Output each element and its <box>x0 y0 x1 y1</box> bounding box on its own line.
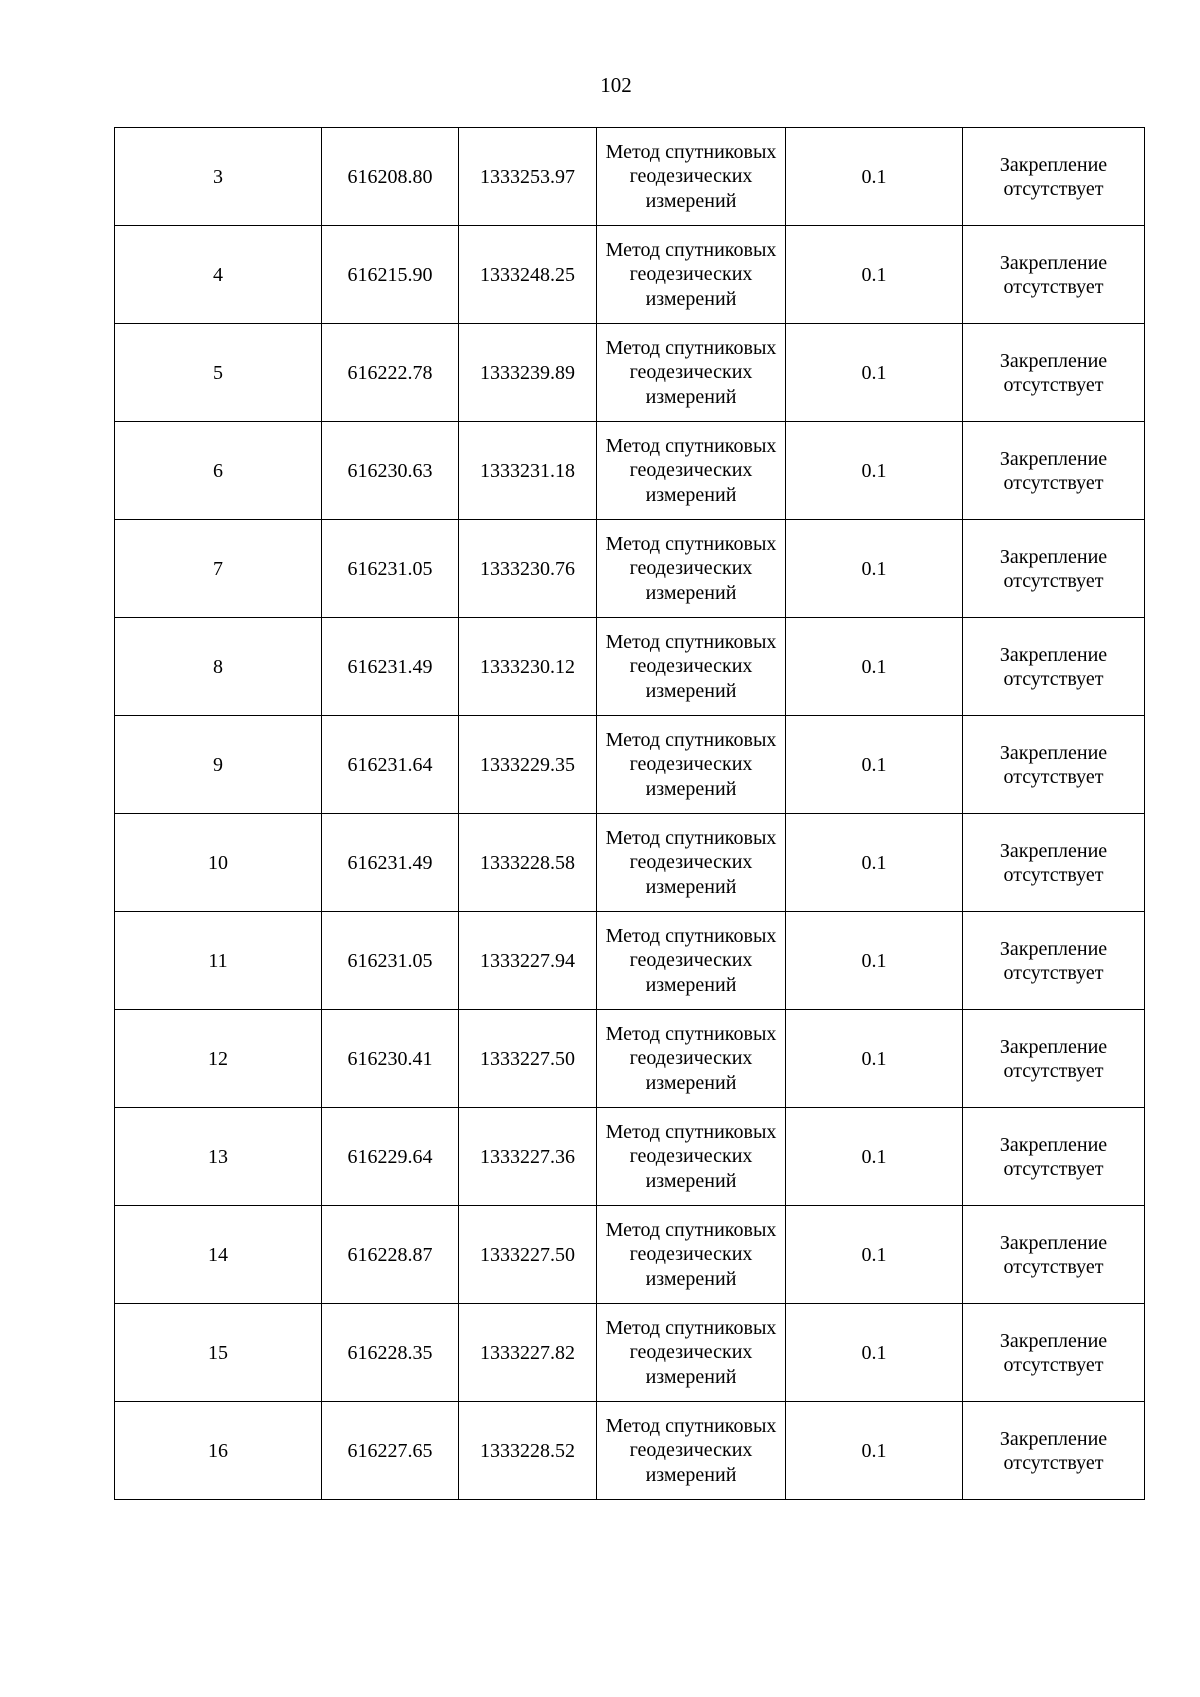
x-coordinate-cell: 616231.05 <box>322 912 459 1010</box>
table-row <box>115 324 1145 422</box>
table-row <box>115 226 1145 324</box>
fixing-cell <box>963 128 1145 226</box>
point-number-cell: 6 <box>115 422 322 520</box>
fixing-cell <box>963 324 1145 422</box>
accuracy-cell: 0.1 <box>786 912 963 1010</box>
point-number-cell: 12 <box>115 1010 322 1108</box>
fixing-cell <box>963 814 1145 912</box>
fixing-text: Закрепление отсутствует <box>999 741 1108 788</box>
method-cell <box>597 1304 786 1402</box>
fixing-cell <box>963 1010 1145 1108</box>
accuracy-cell: 0.1 <box>786 128 963 226</box>
accuracy-cell: 0.1 <box>786 814 963 912</box>
fixing-text: Закрепление отсутствует <box>999 1035 1108 1082</box>
y-coordinate-cell: 1333227.36 <box>459 1108 597 1206</box>
method-cell <box>597 1010 786 1108</box>
table-row <box>115 716 1145 814</box>
method-cell <box>597 1402 786 1500</box>
point-number-cell: 10 <box>115 814 322 912</box>
table-row <box>115 912 1145 1010</box>
method-cell <box>597 618 786 716</box>
accuracy-cell: 0.1 <box>786 226 963 324</box>
y-coordinate-cell: 1333229.35 <box>459 716 597 814</box>
y-coordinate-cell: 1333227.94 <box>459 912 597 1010</box>
y-coordinate-cell: 1333230.76 <box>459 520 597 618</box>
method-text: Метод спутниковых геодезических измерений <box>605 140 777 212</box>
page-number: 102 <box>600 73 632 97</box>
point-number-cell: 7 <box>115 520 322 618</box>
method-text: Метод спутниковых геодезических измерений <box>605 924 777 996</box>
fixing-cell <box>963 1304 1145 1402</box>
point-number-cell: 11 <box>115 912 322 1010</box>
point-number-cell: 9 <box>115 716 322 814</box>
y-coordinate-cell: 1333228.58 <box>459 814 597 912</box>
y-coordinate-cell: 1333230.12 <box>459 618 597 716</box>
table-row <box>115 1108 1145 1206</box>
method-text: Метод спутниковых геодезических измерений <box>605 532 777 604</box>
fixing-text: Закрепление отсутствует <box>999 1133 1108 1180</box>
y-coordinate-cell: 1333253.97 <box>459 128 597 226</box>
accuracy-cell: 0.1 <box>786 520 963 618</box>
point-number-cell: 13 <box>115 1108 322 1206</box>
fixing-cell <box>963 226 1145 324</box>
accuracy-cell: 0.1 <box>786 618 963 716</box>
accuracy-cell: 0.1 <box>786 1304 963 1402</box>
accuracy-cell: 0.1 <box>786 1402 963 1500</box>
point-number-cell: 16 <box>115 1402 322 1500</box>
fixing-text: Закрепление отсутствует <box>999 251 1108 298</box>
method-text: Метод спутниковых геодезических измерений <box>605 434 777 506</box>
method-cell <box>597 814 786 912</box>
point-number-cell: 14 <box>115 1206 322 1304</box>
fixing-cell <box>963 716 1145 814</box>
x-coordinate-cell: 616231.49 <box>322 618 459 716</box>
accuracy-cell: 0.1 <box>786 1010 963 1108</box>
x-coordinate-cell: 616222.78 <box>322 324 459 422</box>
table-row <box>115 128 1145 226</box>
fixing-text: Закрепление отсутствует <box>999 643 1108 690</box>
accuracy-cell: 0.1 <box>786 1108 963 1206</box>
fixing-cell <box>963 1206 1145 1304</box>
method-text: Метод спутниковых геодезических измерений <box>605 1414 777 1486</box>
method-cell <box>597 1108 786 1206</box>
fixing-text: Закрепление отсутствует <box>999 447 1108 494</box>
method-text: Метод спутниковых геодезических измерений <box>605 1120 777 1192</box>
method-cell <box>597 912 786 1010</box>
x-coordinate-cell: 616228.35 <box>322 1304 459 1402</box>
table-row <box>115 1010 1145 1108</box>
accuracy-cell: 0.1 <box>786 422 963 520</box>
method-text: Метод спутниковых геодезических измерений <box>605 1316 777 1388</box>
x-coordinate-cell: 616227.65 <box>322 1402 459 1500</box>
fixing-cell <box>963 422 1145 520</box>
x-coordinate-cell: 616228.87 <box>322 1206 459 1304</box>
fixing-cell <box>963 1402 1145 1500</box>
point-number-cell: 8 <box>115 618 322 716</box>
accuracy-cell: 0.1 <box>786 716 963 814</box>
method-cell <box>597 128 786 226</box>
method-cell <box>597 520 786 618</box>
table-row <box>115 814 1145 912</box>
method-text: Метод спутниковых геодезических измерений <box>605 1022 777 1094</box>
table-row <box>115 1206 1145 1304</box>
y-coordinate-cell: 1333227.82 <box>459 1304 597 1402</box>
x-coordinate-cell: 616231.05 <box>322 520 459 618</box>
fixing-text: Закрепление отсутствует <box>999 937 1108 984</box>
point-number-cell: 5 <box>115 324 322 422</box>
method-text: Метод спутниковых геодезических измерений <box>605 1218 777 1290</box>
table-row <box>115 618 1145 716</box>
fixing-text: Закрепление отсутствует <box>999 349 1108 396</box>
y-coordinate-cell: 1333227.50 <box>459 1206 597 1304</box>
accuracy-cell: 0.1 <box>786 1206 963 1304</box>
fixing-text: Закрепление отсутствует <box>999 1231 1108 1278</box>
fixing-text: Закрепление отсутствует <box>999 839 1108 886</box>
fixing-cell <box>963 1108 1145 1206</box>
x-coordinate-cell: 616230.41 <box>322 1010 459 1108</box>
method-cell <box>597 716 786 814</box>
table-row <box>115 1304 1145 1402</box>
method-cell <box>597 226 786 324</box>
method-cell <box>597 1206 786 1304</box>
method-text: Метод спутниковых геодезических измерений <box>605 336 777 408</box>
coordinates-table <box>114 127 1145 1500</box>
table-row <box>115 520 1145 618</box>
method-text: Метод спутниковых геодезических измерений <box>605 728 777 800</box>
fixing-text: Закрепление отсутствует <box>999 1329 1108 1376</box>
method-cell <box>597 422 786 520</box>
fixing-text: Закрепление отсутствует <box>999 153 1108 200</box>
table-row <box>115 422 1145 520</box>
x-coordinate-cell: 616230.63 <box>322 422 459 520</box>
method-text: Метод спутниковых геодезических измерений <box>605 630 777 702</box>
point-number-cell: 15 <box>115 1304 322 1402</box>
y-coordinate-cell: 1333231.18 <box>459 422 597 520</box>
fixing-cell <box>963 618 1145 716</box>
x-coordinate-cell: 616215.90 <box>322 226 459 324</box>
x-coordinate-cell: 616231.49 <box>322 814 459 912</box>
x-coordinate-cell: 616229.64 <box>322 1108 459 1206</box>
coordinates-table-body <box>115 128 1145 1500</box>
method-cell <box>597 324 786 422</box>
y-coordinate-cell: 1333239.89 <box>459 324 597 422</box>
y-coordinate-cell: 1333227.50 <box>459 1010 597 1108</box>
point-number-cell: 4 <box>115 226 322 324</box>
fixing-text: Закрепление отсутствует <box>999 545 1108 592</box>
fixing-cell <box>963 912 1145 1010</box>
fixing-text: Закрепление отсутствует <box>999 1427 1108 1474</box>
y-coordinate-cell: 1333248.25 <box>459 226 597 324</box>
y-coordinate-cell: 1333228.52 <box>459 1402 597 1500</box>
accuracy-cell: 0.1 <box>786 324 963 422</box>
fixing-cell <box>963 520 1145 618</box>
table-row <box>115 1402 1145 1500</box>
x-coordinate-cell: 616231.64 <box>322 716 459 814</box>
method-text: Метод спутниковых геодезических измерений <box>605 238 777 310</box>
point-number-cell: 3 <box>115 128 322 226</box>
method-text: Метод спутниковых геодезических измерений <box>605 826 777 898</box>
x-coordinate-cell: 616208.80 <box>322 128 459 226</box>
